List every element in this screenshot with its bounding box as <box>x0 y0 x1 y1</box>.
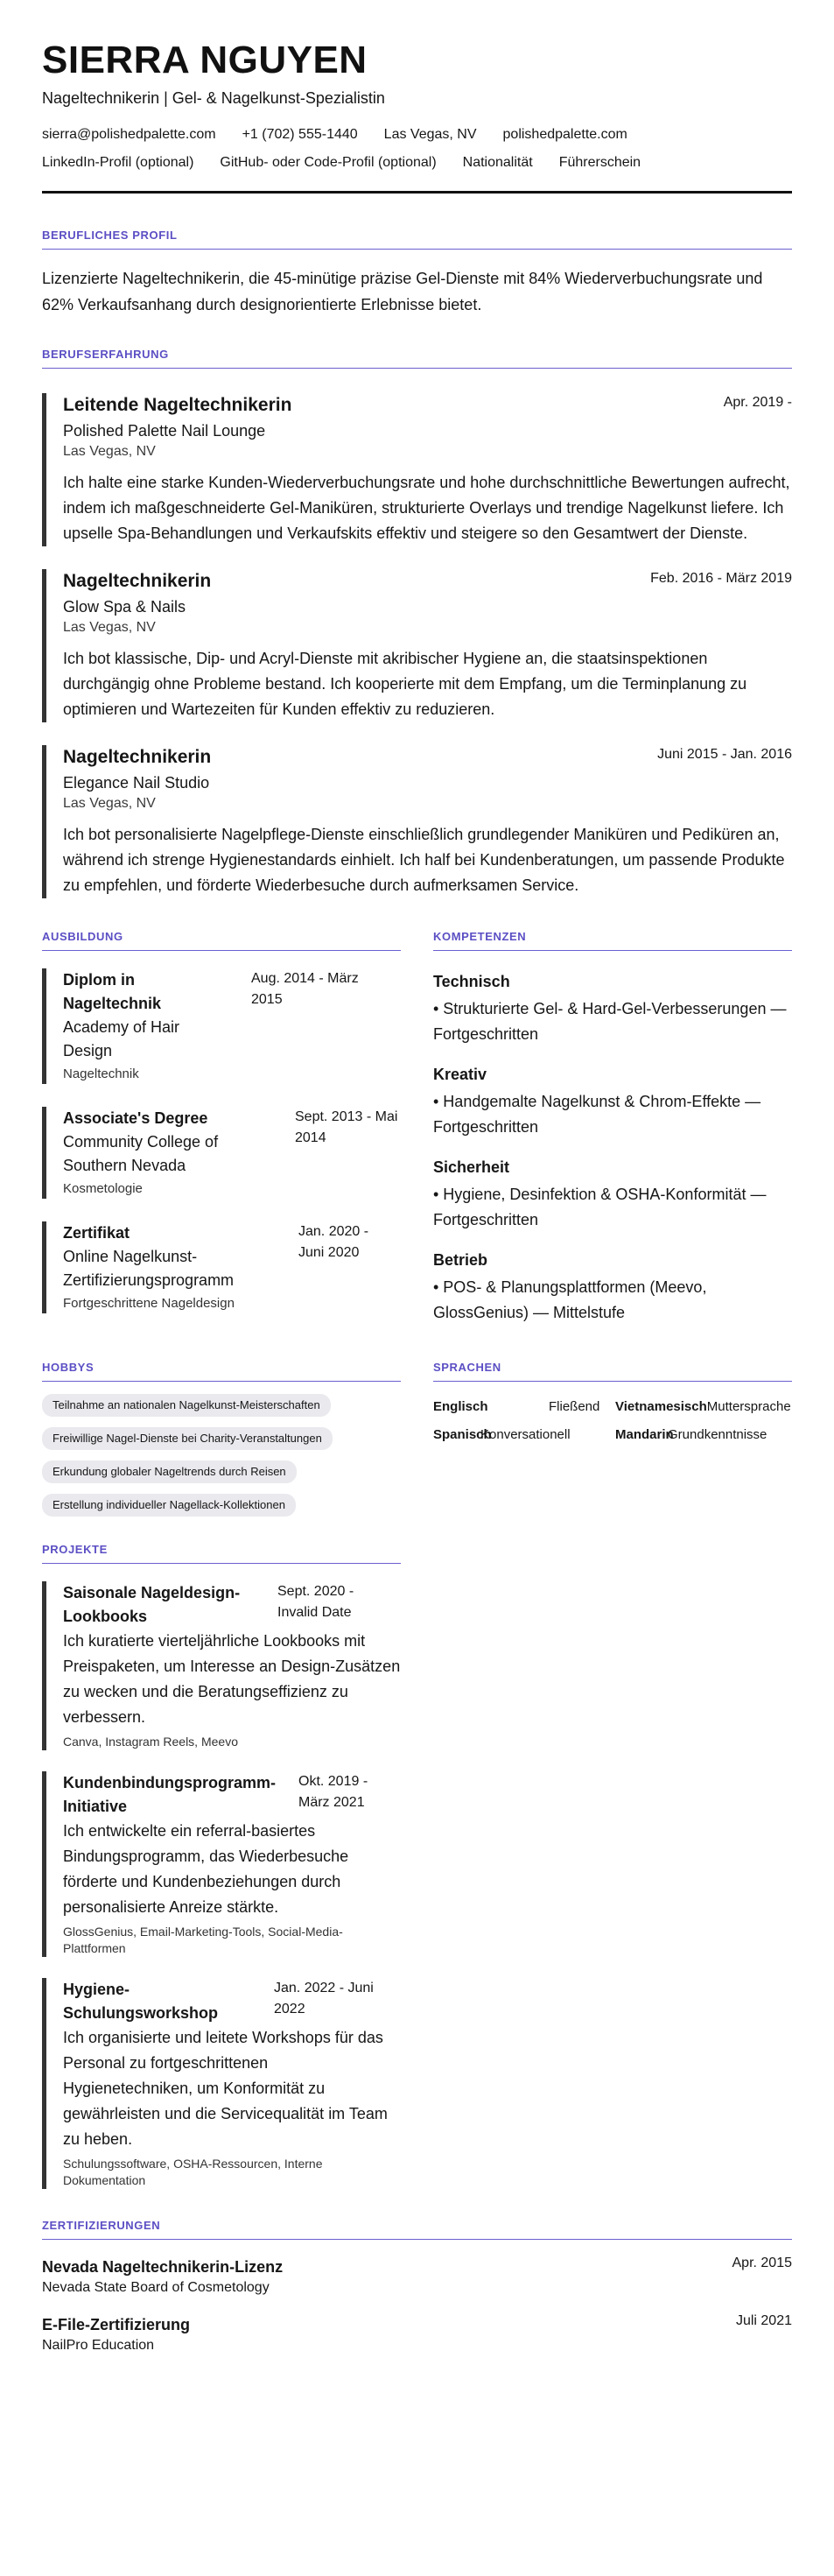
experience-entry <box>42 569 792 722</box>
skill-item: • Handgemalte Nagelkunst & Chrom-Effekte — Fortgeschritten <box>433 1093 761 1136</box>
project-description: Ich organisierte und leitete Workshops für das Personal zu fortgeschrittenen Hygienetechniken, um Konformität zu gewährleisten und die Servicequalität im Team zu heben. <box>63 2029 388 2148</box>
experience-entry <box>42 393 792 546</box>
certification-date: Apr. 2015 <box>732 2256 792 2270</box>
contact-list <box>42 121 725 177</box>
project-entry <box>42 1771 401 1957</box>
project-entry <box>42 1581 401 1750</box>
certification-name: E-File-Zertifizierung <box>42 2316 191 2333</box>
hobby-chip: Teilnahme an nationalen Nagelkunst-Meisterschaften <box>42 1394 331 1417</box>
hobby-chip: Erstellung individueller Nagellack-Kollektionen <box>42 1494 296 1517</box>
project-title: Saisonale Nageldesign-Lookbooks <box>63 1584 241 1625</box>
education-entry <box>42 1107 401 1199</box>
education-degree: Zertifikat <box>63 1224 130 1242</box>
skill-item: • Strukturierte Gel- & Hard-Gel-Verbesserungen — Fortgeschritten <box>433 1000 787 1043</box>
project-date: Okt. 2019 - März 2021 <box>298 1774 368 1810</box>
project-entry <box>42 1978 401 2189</box>
certification-issuer: Nevada State Board of Cosmetology <box>42 2280 270 2295</box>
job-description: Ich halte eine starke Kunden-Wiederverbuchungsrate und hohe durchschnittliche Bewertungen aufrecht, indem ich maßgeschneiderte Gel-Maniküren, strukturierte Overlays und trendige Nagelkunst liefere. Ich upselle Spa-Behandlungen und Verkaufskits effektiv und steigere so den Gesamtwert der Dienste. <box>63 474 790 542</box>
language-level: Muttersprache <box>706 1399 791 1414</box>
language-level: Grundkenntnisse <box>668 1427 767 1442</box>
project-date: Jan. 2022 - Juni 2022 <box>274 1981 374 2016</box>
job-location: Las Vegas, NV <box>63 796 156 811</box>
education-entry <box>42 968 401 1084</box>
project-date: Sept. 2020 - Invalid Date <box>277 1584 354 1620</box>
education-school: Online Nagelkunst-Zertifizierungsprogramm <box>63 1248 235 1289</box>
certification-name: Nevada Nageltechnikerin-Lizenz <box>42 2258 284 2276</box>
project-description: Ich entwickelte ein referral-basiertes Bindungsprogramm, das Wiederbesuche förderte und Kundenbeziehungen durch personalisierte Anreize stärkte. <box>63 1822 349 1916</box>
education-field: Nageltechnik <box>63 1066 139 1081</box>
contact-linkedin[interactable]: LinkedIn-Profil (optional) <box>42 155 194 170</box>
skill-group <box>433 970 792 1047</box>
project-tools: GlossGenius, Email-Marketing-Tools, Social-Media-Plattformen <box>63 1925 343 1955</box>
project-description: Ich kuratierte vierteljährliche Lookbooks mit Preispaketen, um Interesse an Design-Zusätzen zu wecken und die Beratungseffizienz zu verbessern. <box>63 1632 401 1726</box>
job-date: Feb. 2016 - März 2019 <box>650 571 792 586</box>
experience-entry <box>42 745 792 898</box>
job-description: Ich bot personalisierte Nagelpflege-Dienste einschließlich grundlegender Maniküren und Pediküren an, während ich strenge Hygienestandards einhielt. Ich half bei Kundenberatungen, um passende Produkte zu empfehlen, und förderte Wiederbesuche durch aufmerksamen Service. <box>63 826 785 894</box>
hobbies-section <box>42 1361 401 1517</box>
language-level: Fließend <box>549 1399 600 1414</box>
language-name: Spanisch <box>433 1427 492 1442</box>
skills-section <box>433 930 792 1326</box>
education-field: Kosmetologie <box>63 1181 143 1196</box>
language-level: Konversationell <box>480 1427 571 1442</box>
candidate-headline: Nageltechnikerin | Gel- & Nagelkunst-Spezialistin <box>42 89 385 107</box>
education-date: Aug. 2014 - März 2015 <box>251 971 359 1007</box>
education-skills-row <box>42 930 792 1326</box>
skill-category: Kreativ <box>433 1066 487 1083</box>
hobbies-languages-row <box>42 1361 792 1517</box>
job-company: Polished Palette Nail Lounge <box>63 422 266 440</box>
job-location: Las Vegas, NV <box>63 444 156 459</box>
experience-section <box>42 348 792 898</box>
hobby-chip-list <box>42 1394 401 1517</box>
contact-email[interactable]: sierra@polishedpalette.com <box>42 127 216 142</box>
contact-github[interactable]: GitHub- oder Code-Profil (optional) <box>220 155 437 170</box>
project-title: Hygiene-Schulungsworkshop <box>63 1981 219 2022</box>
profile-section <box>42 229 792 318</box>
skill-category: Sicherheit <box>433 1158 510 1176</box>
resume-header <box>42 39 792 194</box>
education-degree: Associate's Degree <box>63 1109 208 1127</box>
contact-location: Las Vegas, NV <box>383 127 477 142</box>
job-date: Juni 2015 - Jan. 2016 <box>657 747 792 762</box>
education-entry <box>42 1221 401 1313</box>
languages-heading: SPRACHEN <box>433 1361 792 1382</box>
contact-phone[interactable]: +1 (702) 555-1440 <box>242 127 358 142</box>
certification-issuer: NailPro Education <box>42 2338 155 2353</box>
job-company: Glow Spa & Nails <box>63 598 186 616</box>
profile-summary: Lizenzierte Nageltechnikerin, die 45-minütige präzise Gel-Dienste mit 84% Wiederverbuchungsrate und 62% Verkaufsanhang durch designorientierte Erlebnisse bietet. <box>42 270 763 313</box>
skill-category: Betrieb <box>433 1251 488 1269</box>
skill-category: Technisch <box>433 973 510 990</box>
job-company: Elegance Nail Studio <box>63 774 210 792</box>
contact-nationality: Nationalität <box>462 155 533 170</box>
education-date: Jan. 2020 - Juni 2020 <box>298 1224 369 1260</box>
contact-license: Führerschein <box>558 155 641 170</box>
job-location: Las Vegas, NV <box>63 620 156 635</box>
certifications-heading: ZERTIFIZIERUNGEN <box>42 2219 792 2240</box>
hobby-chip: Erkundung globaler Nageltrends durch Reisen <box>42 1460 297 1483</box>
language-name: Englisch <box>433 1399 488 1414</box>
job-title: Nageltechnikerin <box>63 747 212 767</box>
hobbies-heading: HOBBYS <box>42 1361 401 1382</box>
header-divider <box>42 191 792 194</box>
project-tools: Schulungssoftware, OSHA-Ressourcen, Interne Dokumentation <box>63 2157 323 2187</box>
certification-entry <box>42 2256 792 2298</box>
education-school: Community College of Southern Nevada <box>63 1133 219 1174</box>
languages-section <box>433 1361 792 1517</box>
skill-group <box>433 1156 792 1233</box>
skills-heading: KOMPETENZEN <box>433 930 792 951</box>
job-description: Ich bot klassische, Dip- und Acryl-Dienste mit akribischer Hygiene an, die staatsinspektionen durchgängig ohne Probleme bestand. Ich kooperierte mit dem Empfang, um die Terminplanung zu optimieren und Wartezeiten für Kunden effektiv zu reduzieren. <box>63 650 747 718</box>
education-heading: AUSBILDUNG <box>42 930 401 951</box>
hobby-chip: Freiwillige Nagel-Dienste bei Charity-Veranstaltungen <box>42 1427 333 1450</box>
skill-item: • POS- & Planungsplattformen (Meevo, GlossGenius) — Mittelstufe <box>433 1278 707 1321</box>
projects-heading: PROJEKTE <box>42 1543 401 1564</box>
language-list <box>433 1397 792 1445</box>
contact-website[interactable]: polishedpalette.com <box>502 127 627 142</box>
skill-item: • Hygiene, Desinfektion & OSHA-Konformität — Fortgeschritten <box>433 1186 767 1228</box>
education-section <box>42 930 401 1326</box>
certifications-section <box>42 2219 792 2355</box>
language-name: Vietnamesisch <box>615 1399 707 1414</box>
education-date: Sept. 2013 - Mai 2014 <box>295 1109 398 1145</box>
job-date: Apr. 2019 - <box>723 395 792 410</box>
project-tools: Canva, Instagram Reels, Meevo <box>63 1735 238 1749</box>
projects-section <box>42 1543 401 2189</box>
job-title: Leitende Nageltechnikerin <box>63 395 292 415</box>
education-degree: Diplom in Nageltechnik <box>63 971 162 1012</box>
profile-heading: BERUFLICHES PROFIL <box>42 229 792 250</box>
skill-group <box>433 1249 792 1326</box>
education-school: Academy of Hair Design <box>63 1018 180 1059</box>
certification-date: Juli 2021 <box>735 2313 792 2328</box>
experience-heading: BERUFSERFAHRUNG <box>42 348 792 369</box>
education-field: Fortgeschrittene Nageldesign <box>63 1296 235 1311</box>
project-title: Kundenbindungsprogramm-Initiative <box>63 1774 276 1815</box>
candidate-name: SIERRA NGUYEN <box>42 39 368 81</box>
language-name: Mandarin <box>615 1427 674 1442</box>
certification-entry <box>42 2313 792 2355</box>
skill-group <box>433 1063 792 1140</box>
job-title: Nageltechnikerin <box>63 571 212 591</box>
